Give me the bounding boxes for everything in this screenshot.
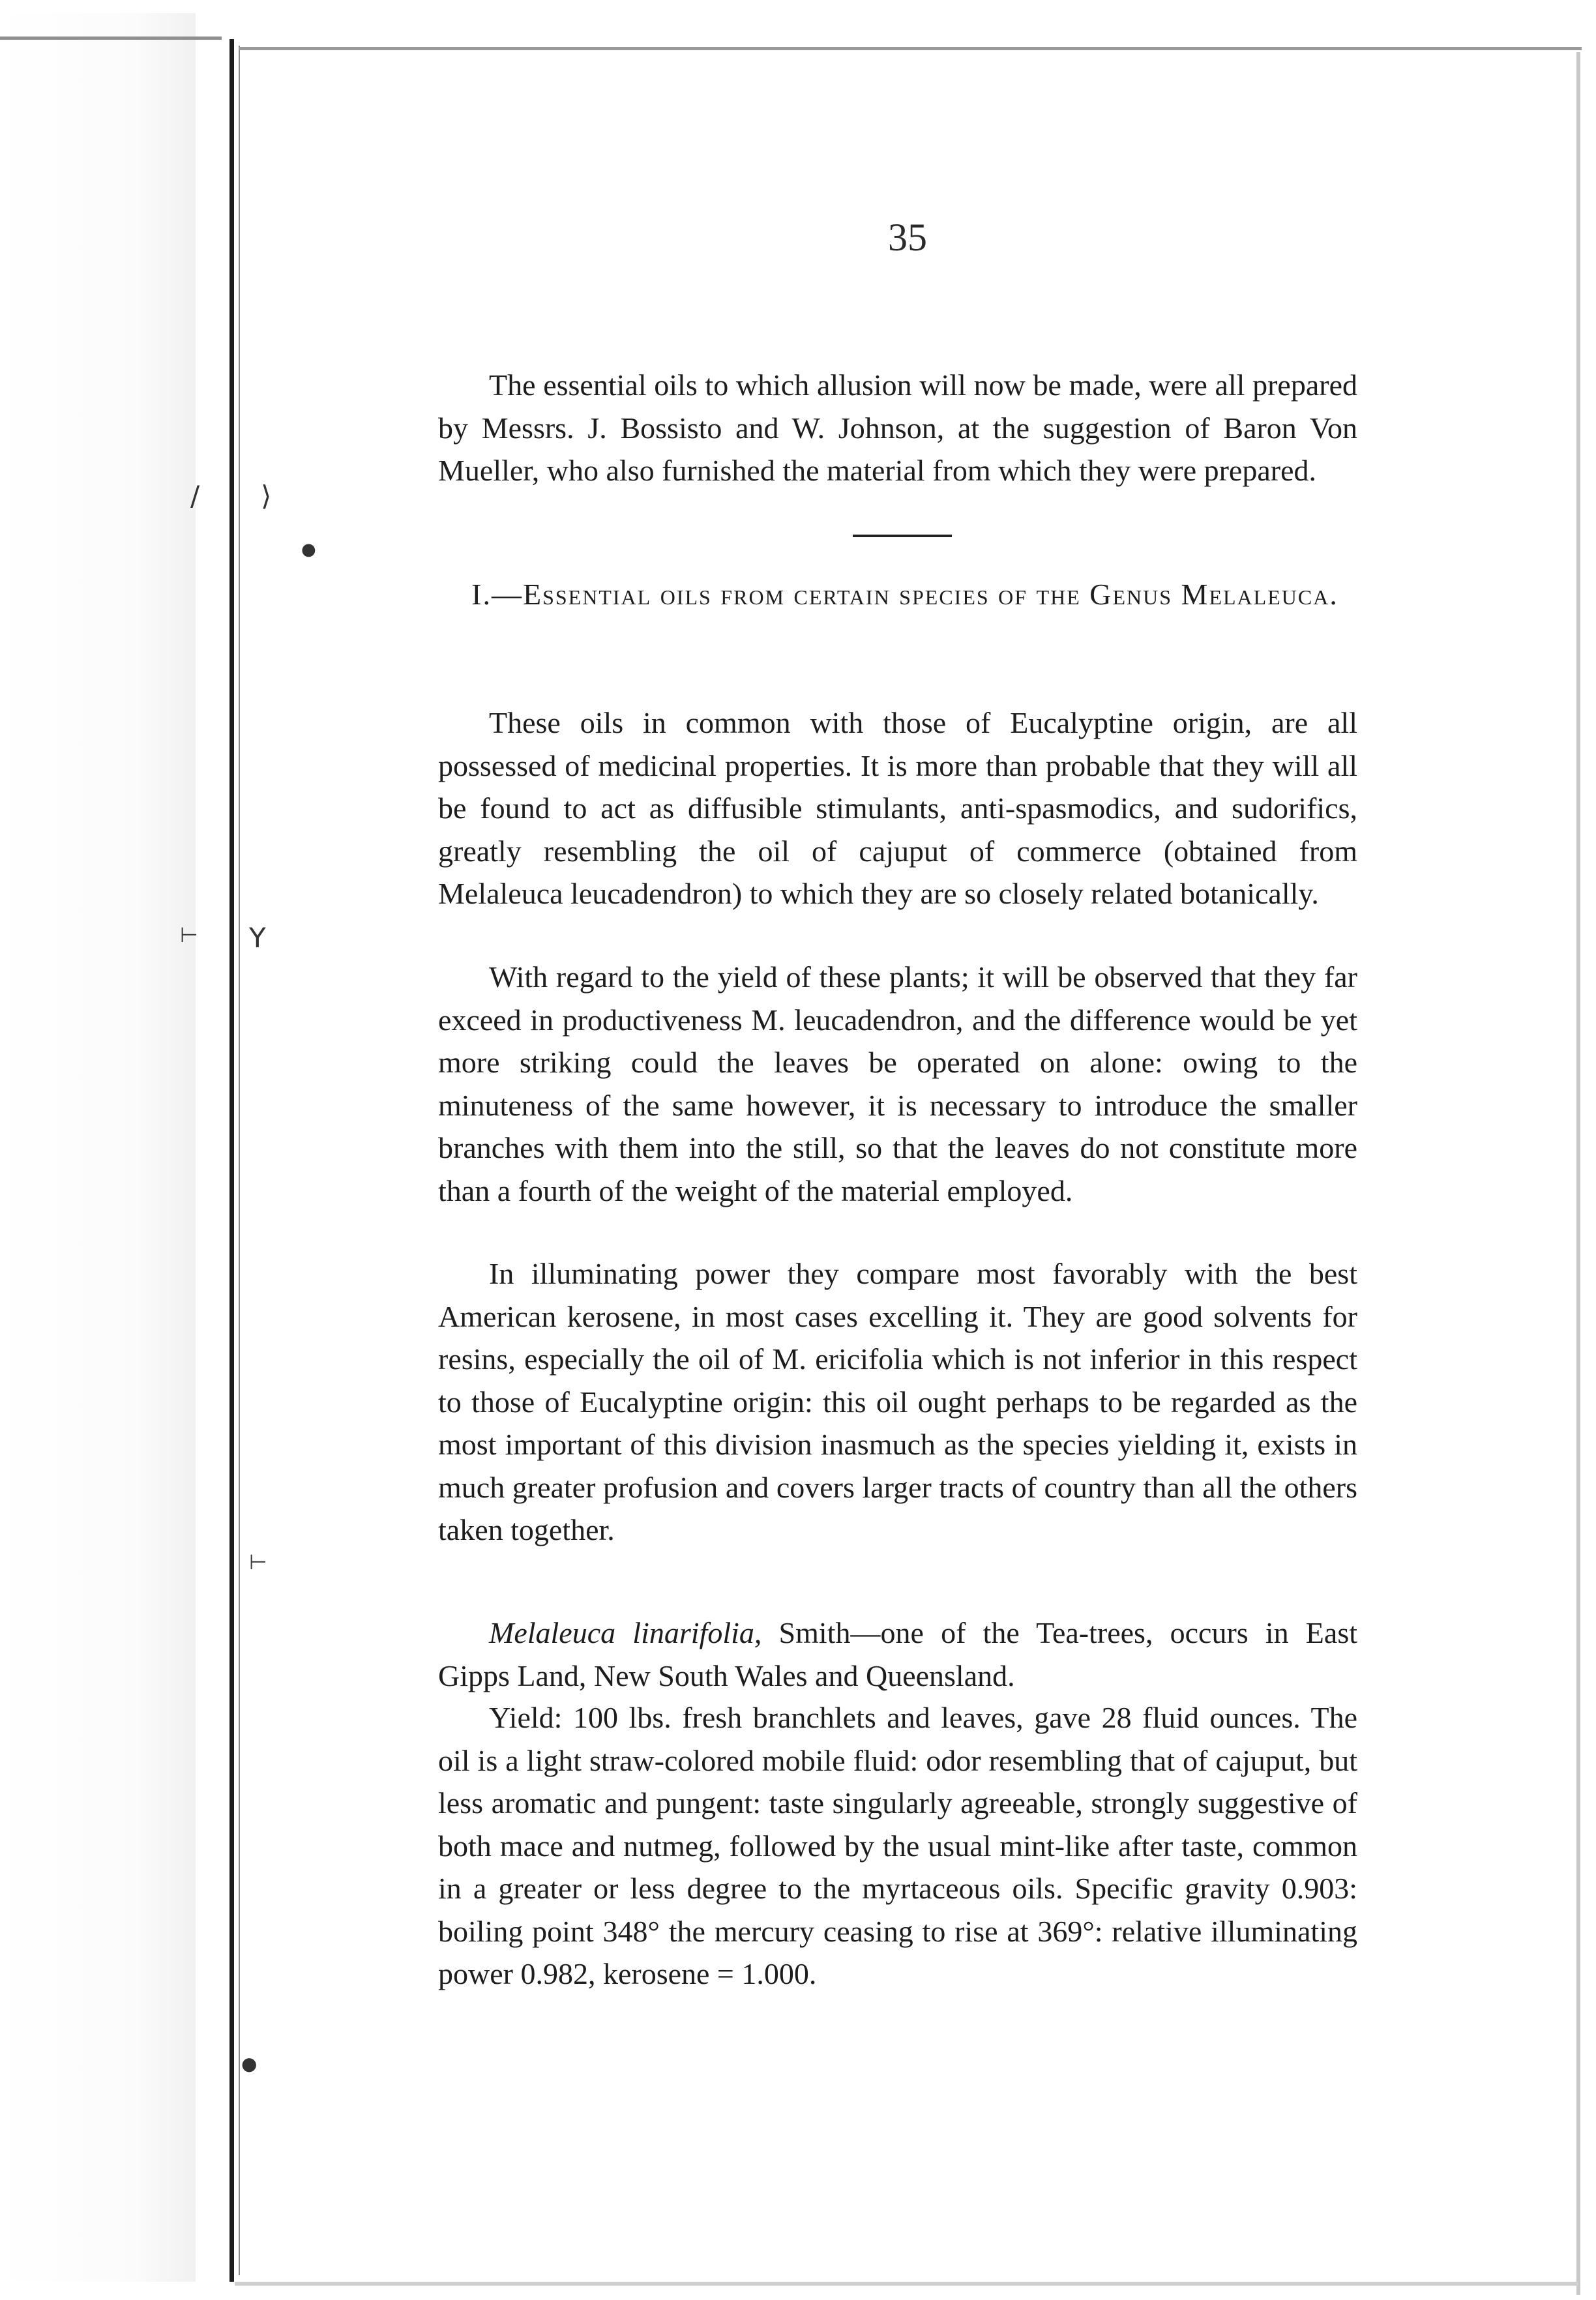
scan-speck: ⊢ [249,1550,267,1574]
section-heading: I.—Essential oils from certain species of the Genus Melaleuca. [471,578,1338,611]
scan-speck: Y [249,922,266,954]
body-paragraph: With regard to the yield of these plants; it will be observed that they far exceed in productiveness M. leucadendron, and the difference would be yet more striking could the leaves be operated on alone: owing to the minuteness of the same however, it is necessary to introduce the smaller branches with them into the still, so that the leaves do not constitute more than a fourth of the weight of the material employed. [438,960,1357,1207]
page-right-edge [1576,52,1580,2295]
section-divider [853,535,952,537]
page-top-edge [239,47,1582,50]
facing-page-top-edge [0,37,222,40]
page-number: 35 [888,216,927,259]
body-paragraph: In illuminating power they compare most favorably with the best American kerosene, in most cases excelling it. They are good solvents for resins, especially the oil of M. ericifolia which is not inferior in this respect to those of Eucalyptine origin: this oil ought perhaps to be regarded as the most important of this division inasmuch as the species yielding it, exists in much greater profusion and covers larger tracts of country than all the others taken together. [438,1257,1357,1546]
book-gutter [229,39,234,2282]
yield-paragraph: Yield: 100 lbs. fresh branchlets and leaves, gave 28 fluid ounces. The oil is a light straw-colored mobile fluid: odor resembling that of cajuput, but less aromatic and pungent: taste singularly agreeable, strongly suggestive of both mace and nutmeg, followed by the usual mint-like after taste, common in a greater or less degree to the myrtaceous oils. Specific gravity 0.903: boiling point 348° the mercury ceasing to rise at 369°: relative illuminating power 0.982, kerosene = 1.000. [438,1701,1357,1990]
scan-speck: ● [301,540,316,559]
intro-paragraph: The essential oils to which allusion will now be made, were all prepared by Messrs. J. Bossisto and W. Johnson, at the suggestion of Baron Von Mueller, who also furnished the material from which they were prepared. [438,368,1357,487]
body-paragraph: These oils in common with those of Eucalyptine origin, are all possessed of medicinal properties. It is more than probable that they will all be found to act as diffusible stimulants, anti-spasmodics, and sudorifics, greatly resembling the oil of cajuput of commerce (obtained from Melaleuca leucadendron) to which they are so closely related botanically. [438,706,1357,910]
scan-speck: ⊢ [180,922,198,947]
species-name: Melaleuca linarifolia, [489,1616,762,1649]
scan-speck: ⟩ [261,480,272,512]
scan-speck: / [190,480,200,512]
page-bottom-edge [235,2282,1578,2286]
species-entry [438,1612,1357,1697]
facing-page-margin [0,13,196,2282]
gutter-shadow [239,46,240,2275]
scan-speck: ● [241,2053,258,2074]
species-description: Smith—one of the Tea-trees, occurs in East Gipps Land, New South Wales and Queensland. [438,1616,1357,1692]
